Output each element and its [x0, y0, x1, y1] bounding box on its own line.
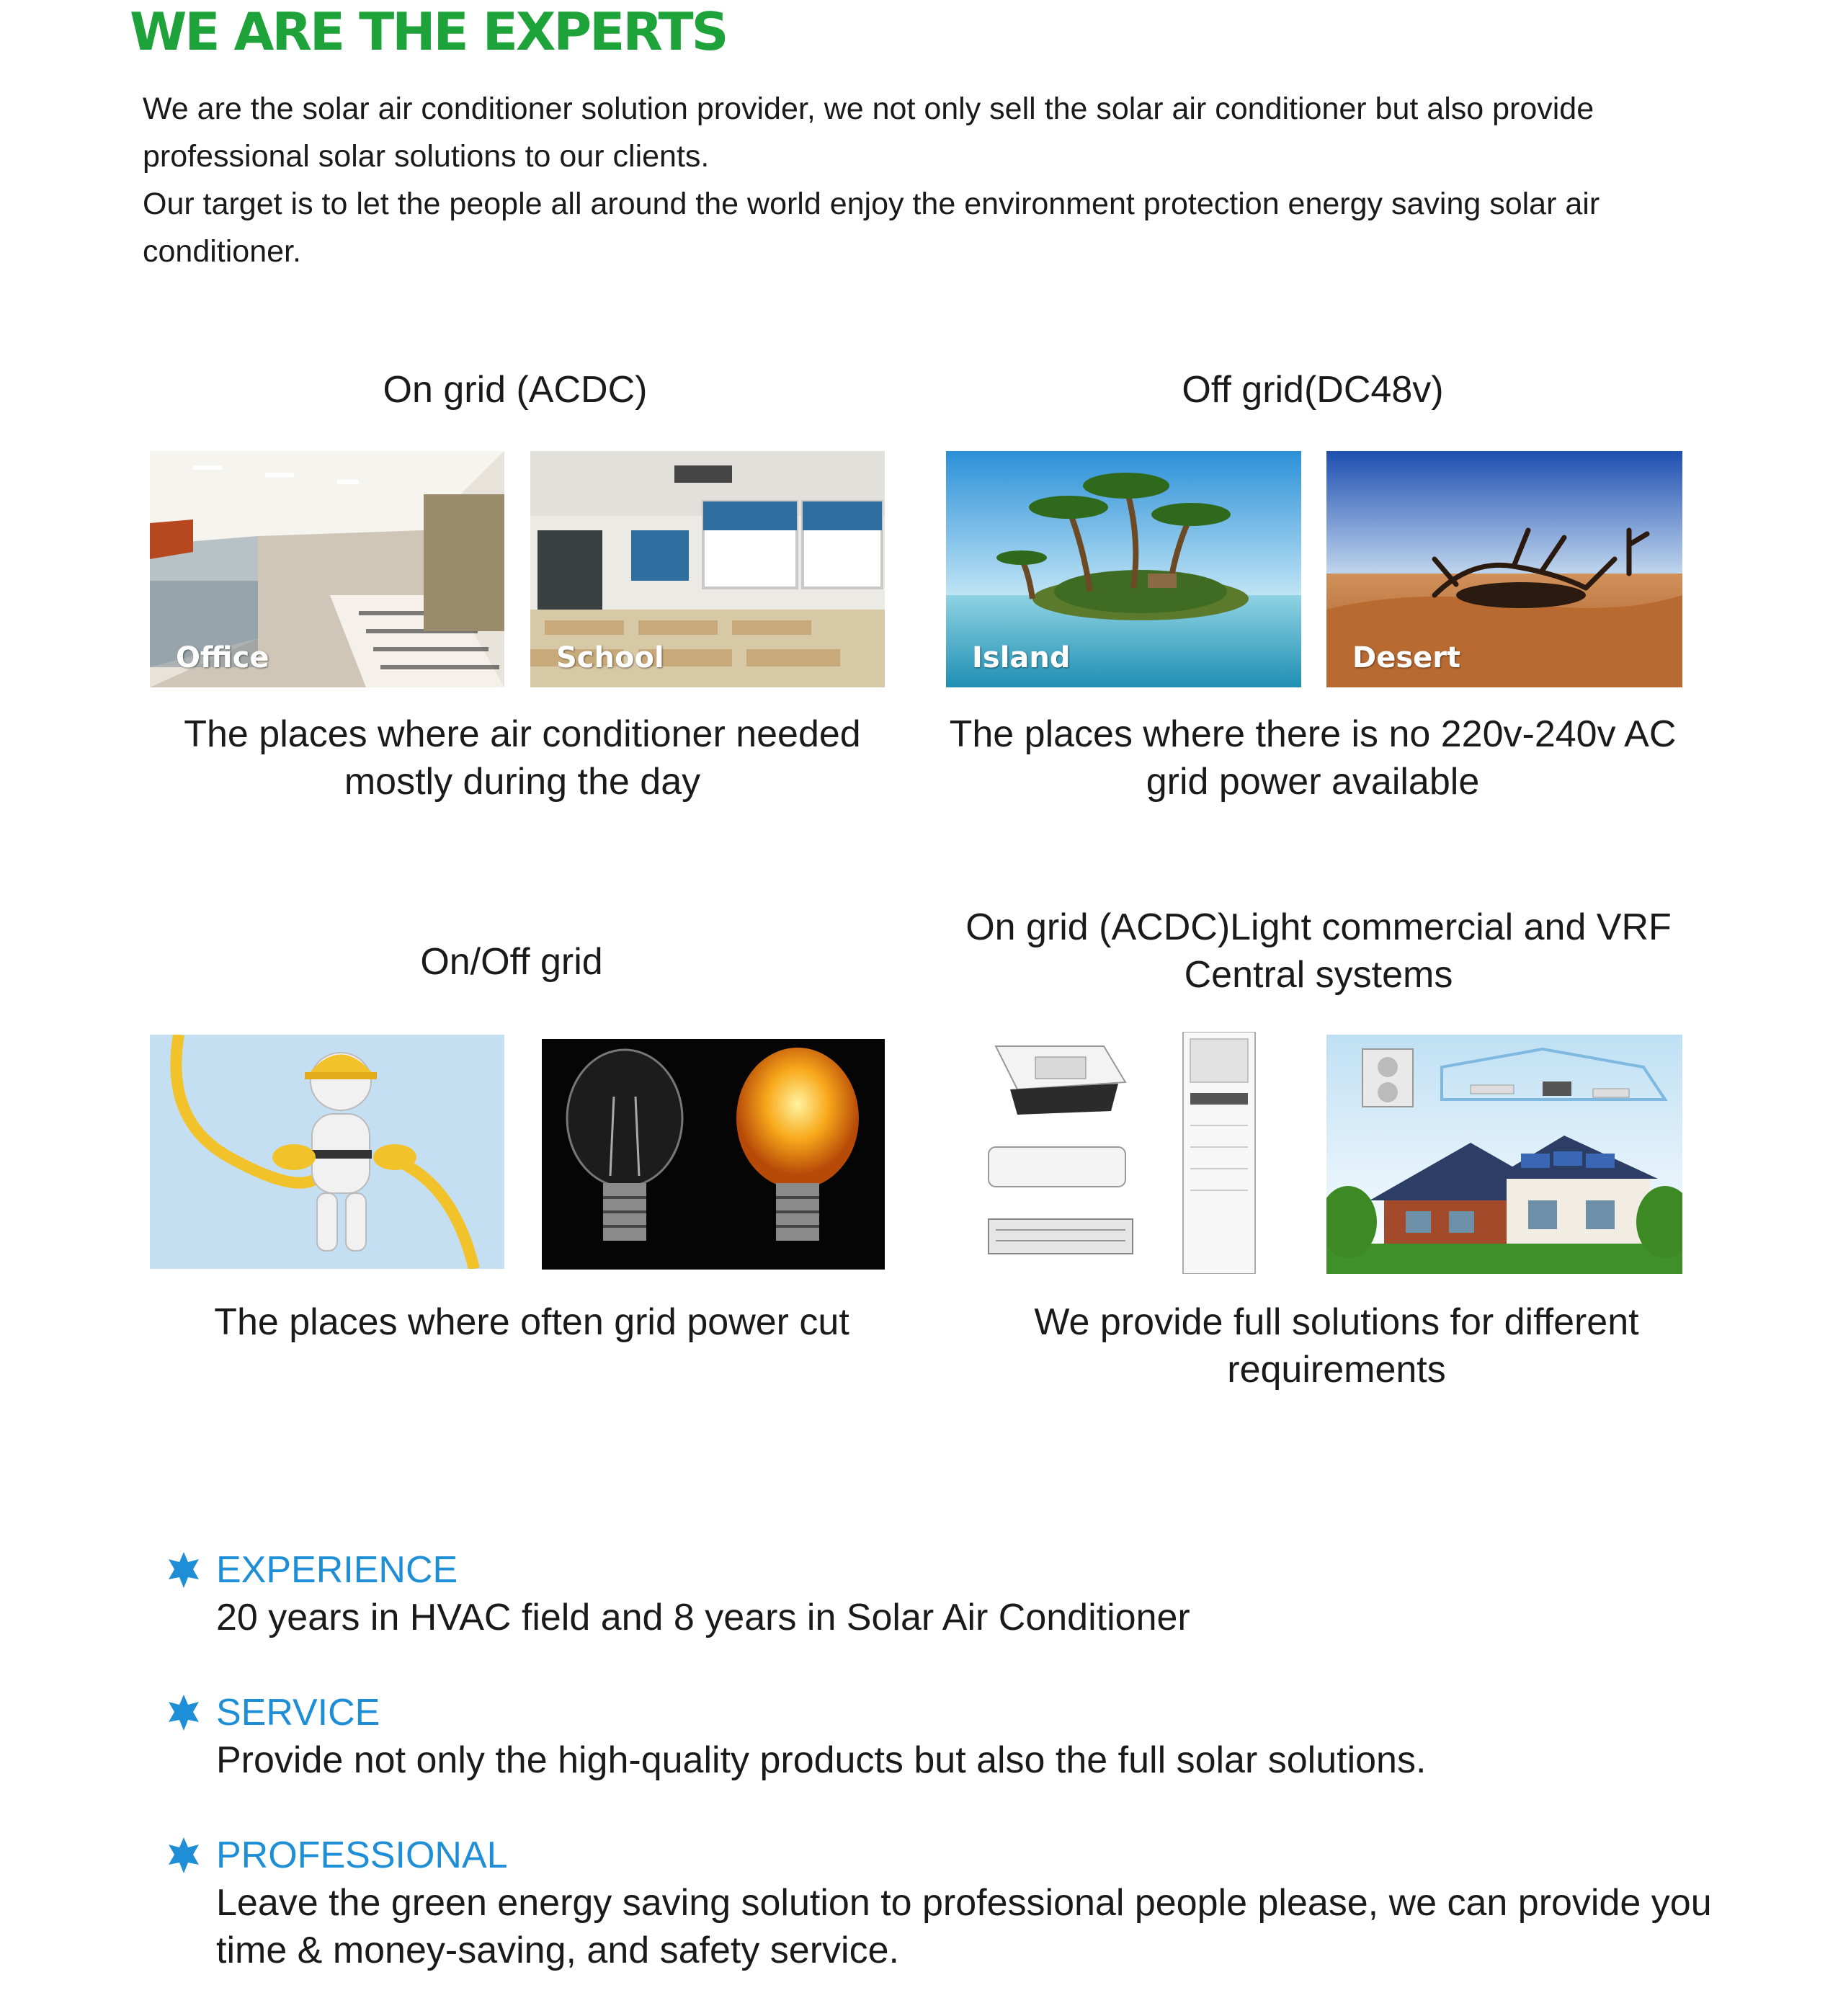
- island-photo: [946, 451, 1301, 687]
- desert-photo: [1326, 451, 1682, 687]
- feature-professional: [164, 1832, 1721, 1983]
- star-icon: [164, 1836, 203, 1875]
- office-label: Office: [176, 641, 269, 674]
- feature-service: [164, 1689, 1721, 1790]
- section-caption-off-grid: The places where there is no 220v-240v AC grid power available: [949, 713, 1677, 803]
- worker-cable-image: [150, 1035, 504, 1269]
- feature-title: SERVICE: [216, 1692, 380, 1734]
- feature-description: 20 years in HVAC field and 8 years in Solar Air Conditioner: [216, 1597, 1190, 1638]
- feature-description: Provide not only the high-quality products but also the full solar solutions.: [216, 1739, 1427, 1781]
- section-title-on-off-grid: On/Off grid: [420, 941, 603, 983]
- star-icon: [164, 1551, 203, 1589]
- star-icon: [164, 1693, 203, 1732]
- desert-label: Desert: [1352, 641, 1461, 674]
- section-title-commercial: On grid (ACDC)Light commercial and VRF Central systems: [965, 906, 1672, 996]
- office-photo: [150, 451, 504, 687]
- vrf-house-image: [1326, 1035, 1682, 1274]
- intro-paragraph-1: We are the solar air conditioner solution provider, we not only sell the solar air conditioner but also provide professional solar solutions to our clients.: [143, 92, 1594, 174]
- section-caption-commercial: We provide full solutions for different requirements: [1034, 1301, 1639, 1391]
- feature-experience: [164, 1546, 1721, 1647]
- section-title-on-grid: On grid (ACDC): [383, 369, 648, 411]
- section-title-off-grid: Off grid(DC48v): [1182, 369, 1444, 411]
- section-caption-on-grid: The places where air conditioner needed mostly during the day: [184, 713, 861, 803]
- feature-title: EXPERIENCE: [216, 1549, 458, 1591]
- section-caption-on-off-grid: The places where often grid power cut: [214, 1301, 849, 1343]
- light-bulbs-image: [542, 1039, 885, 1270]
- island-label: Island: [972, 641, 1071, 674]
- school-photo: [530, 451, 885, 687]
- intro-paragraph-2: Our target is to let the people all around the world enjoy the environment protection energy saving solar air conditioner.: [143, 187, 1600, 269]
- intro-text: [143, 85, 1699, 275]
- feature-description: Leave the green energy saving solution to professional people please, we can provide you time & money-saving, and safety service.: [216, 1882, 1712, 1971]
- school-label: School: [556, 641, 664, 674]
- page-title: WE ARE THE EXPERTS: [130, 1, 727, 62]
- feature-title: PROFESSIONAL: [216, 1834, 508, 1876]
- indoor-units-image: [967, 1032, 1270, 1274]
